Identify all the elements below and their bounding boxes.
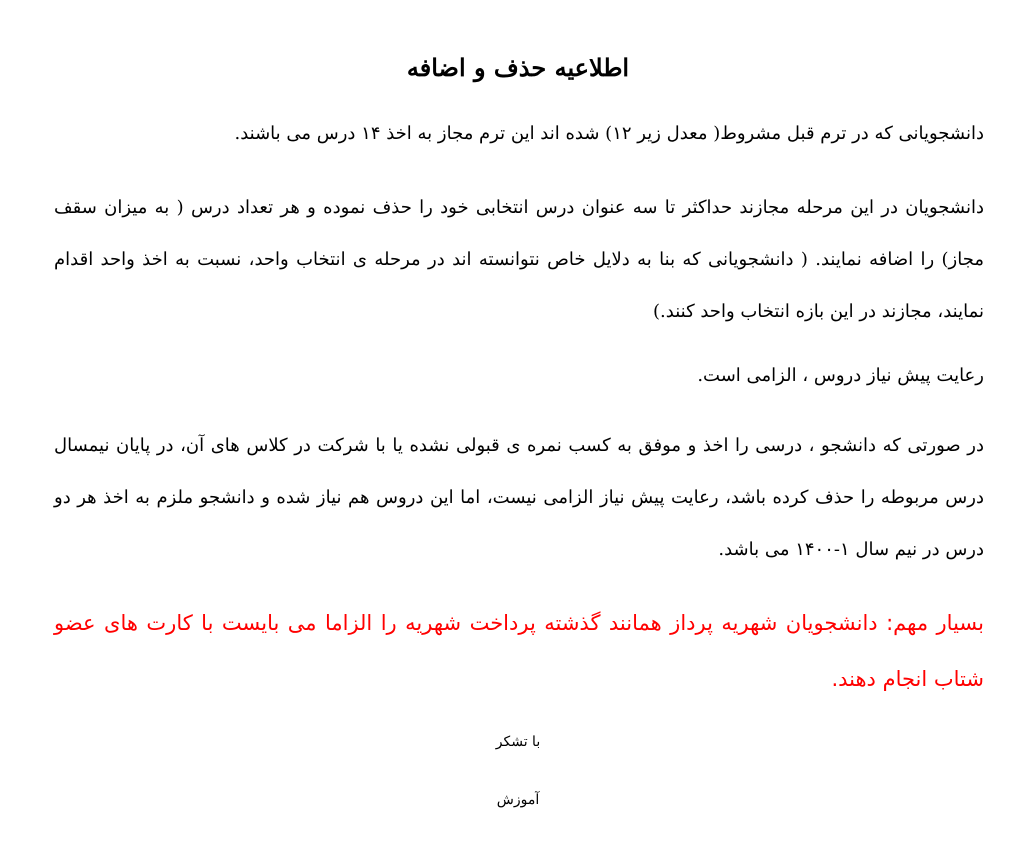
notice-title: اطلاعیه حذف و اضافه bbox=[406, 53, 630, 82]
paragraph-probation-limit: دانشجویانی که در ترم قبل مشروط( معدل زیر ۱۲) شده اند این ترم مجاز به اخذ ۱۴ درس می باشند. bbox=[234, 123, 984, 144]
paragraph-corequisite-exception: در صورتی که دانشجو ، درسی را اخذ و موفق به کسب نمره ی قبولی نشده یا با شرکت در کلاس های آن، در پایان نیمسال درس مربوطه را حذف کرده باشد، رعایت پیش نیاز الزامی نیست، اما این دروس هم نیاز شده و دانشجو ملزم به اخذ هر دو درس در نیم سال ۱-۱۴۰۰ می باشد. bbox=[54, 435, 984, 560]
paragraph-add-drop-rules: دانشجویان در این مرحله مجازند حداکثر تا سه عنوان درس انتخابی خود را حذف نموده و هر تعداد درس ( به میزان سقف مجاز) را اضافه نمایند. ( دانشجویانی که بنا به دلایل خاص نتوانسته اند در مرحله ی انتخاب واحد، نسبت به اخذ واحد اقدام نمایند، مجازند در این بازه انتخاب واحد کنند.) bbox=[54, 197, 984, 322]
important-tuition-note: بسیار مهم: دانشجویان شهریه پرداز همانند گذشته پرداخت شهریه را الزاما می بایست با کارت های عضو شتاب انجام دهند. bbox=[54, 611, 984, 691]
paragraph-prerequisites: رعایت پیش نیاز دروس ، الزامی است. bbox=[697, 365, 984, 386]
closing-thanks: با تشکر bbox=[495, 734, 541, 750]
signature-department: آموزش bbox=[496, 792, 540, 808]
